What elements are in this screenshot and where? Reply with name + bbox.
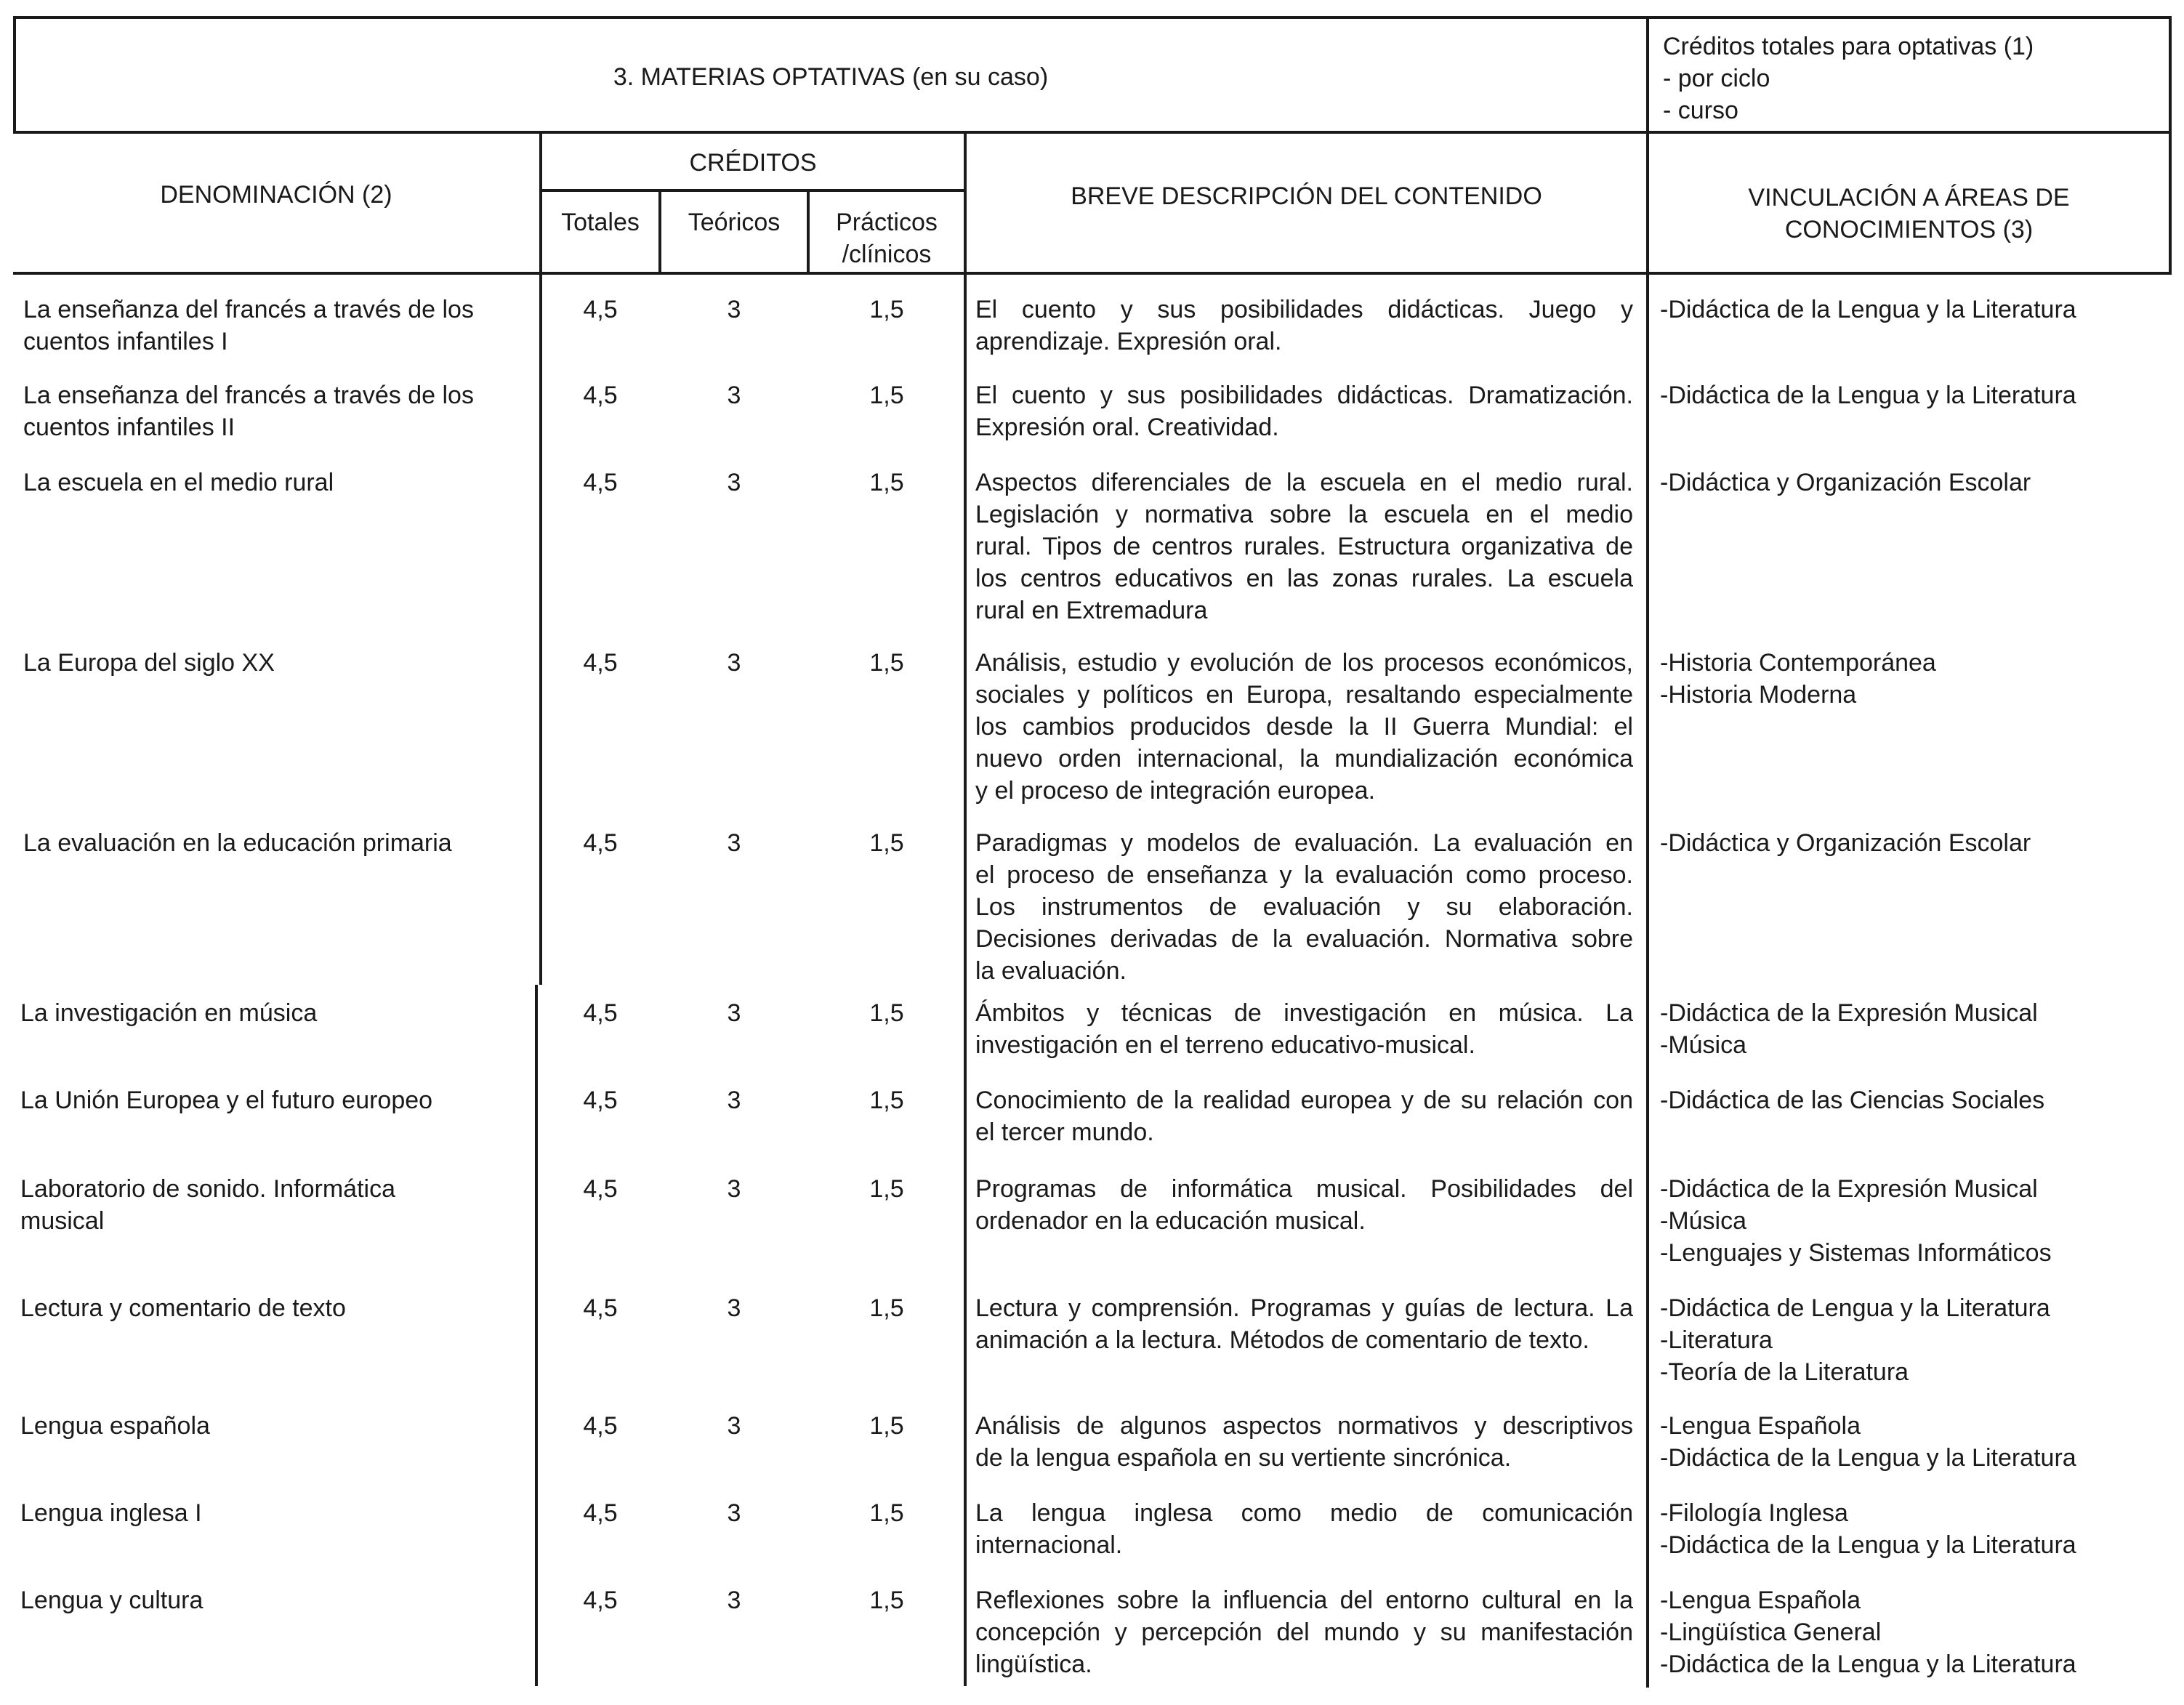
row-vinculacion-line: -Didáctica de la Lengua y la Literatura — [1660, 1444, 2076, 1472]
row-teoricos: 3 — [727, 1499, 741, 1527]
row-denominacion — [23, 379, 532, 443]
row-vinculacion — [1660, 1084, 2161, 1116]
row-descripcion — [975, 1292, 1633, 1356]
credits-note-line: Créditos totales para optativas (1) — [1663, 33, 2034, 60]
row-totales: 4,5 — [583, 382, 618, 409]
row-practicos: 1,5 — [869, 1587, 904, 1614]
row-descripcion-line: Legislación y normativa sobre la escuela en el medio — [975, 501, 1633, 528]
row-descripcion-line: rural en Extremadura — [975, 597, 1208, 624]
row-descripcion-line: Ámbitos y técnicas de investigación en música. La — [975, 999, 1633, 1027]
row-descripcion-line: aprendizaje. Expresión oral. — [975, 328, 1282, 355]
row-vinculacion-line: -Lingüística General — [1660, 1619, 1882, 1646]
row-descripcion-line: Decisiones derivadas de la evaluación. Normativa sobre — [975, 925, 1633, 953]
row-totales: 4,5 — [583, 296, 618, 323]
row-denominacion — [23, 827, 532, 859]
row-descripcion — [975, 294, 1633, 358]
row-descripcion — [975, 1584, 1633, 1680]
row-descripcion — [975, 647, 1633, 807]
row-practicos: 1,5 — [869, 999, 904, 1027]
row-denominacion-line: La investigación en música — [20, 999, 318, 1027]
row-descripcion — [975, 997, 1633, 1061]
row-totales: 4,5 — [583, 1087, 618, 1114]
row-denominacion — [20, 1584, 529, 1616]
row-vinculacion — [1660, 467, 2161, 499]
row-practicos: 1,5 — [869, 382, 904, 409]
row-denominacion-line: La enseñanza del francés a través de los — [23, 382, 474, 409]
row-vinculacion — [1660, 1292, 2161, 1388]
row-vinculacion-line: -Didáctica y Organización Escolar — [1660, 829, 2031, 857]
row-denominacion-line: Lengua inglesa I — [20, 1499, 202, 1527]
row-denominacion-line: La enseñanza del francés a través de los — [23, 296, 474, 323]
row-descripcion-line: la evaluación. — [975, 957, 1127, 985]
row-totales: 4,5 — [583, 999, 618, 1027]
row-teoricos: 3 — [727, 1412, 741, 1440]
row-descripcion-line: Aspectos diferenciales de la escuela en el medio rural. — [975, 469, 1633, 496]
row-denominacion — [23, 647, 532, 679]
row-descripcion-line: Los instrumentos de evaluación y su elaboración. — [975, 893, 1633, 921]
row-practicos: 1,5 — [869, 1294, 904, 1322]
row-denominacion — [23, 294, 532, 358]
row-totales: 4,5 — [583, 1294, 618, 1322]
row-descripcion-line: internacional. — [975, 1531, 1123, 1559]
rule-header-bottom — [13, 131, 2172, 134]
row-descripcion-line: nuevo orden internacional, la mundialización económica — [975, 745, 1633, 773]
row-totales: 4,5 — [583, 469, 618, 496]
row-vinculacion-line: -Didáctica de la Expresión Musical — [1660, 1175, 2038, 1203]
row-descripcion — [975, 1173, 1633, 1237]
row-denominacion-line: La evaluación en la educación primaria — [23, 829, 452, 857]
row-descripcion-line: Análisis de algunos aspectos normativos y descriptivos — [975, 1412, 1633, 1440]
row-vinculacion — [1660, 997, 2161, 1061]
row-vinculacion — [1660, 379, 2161, 411]
row-totales: 4,5 — [583, 829, 618, 857]
row-practicos: 1,5 — [869, 296, 904, 323]
row-vinculacion-line: -Historia Contemporánea — [1660, 649, 1936, 677]
row-vinculacion-line: -Literatura — [1660, 1326, 1773, 1354]
rule-creditos-sub — [539, 189, 965, 192]
row-denominacion-line: Lectura y comentario de texto — [20, 1294, 346, 1322]
row-denominacion — [20, 997, 529, 1029]
row-descripcion-line: El cuento y sus posibilidades didácticas. Juego y — [975, 296, 1633, 323]
row-teoricos: 3 — [727, 1587, 741, 1614]
row-descripcion-line: Análisis, estudio y evolución de los procesos económicos, — [975, 649, 1633, 677]
col-teoricos: Teóricos — [688, 209, 781, 236]
row-vinculacion-line: -Lenguajes y Sistemas Informáticos — [1660, 1239, 2052, 1267]
row-teoricos: 3 — [727, 1087, 741, 1114]
col-denominacion: DENOMINACIÓN (2) — [160, 181, 392, 209]
row-descripcion-line: Expresión oral. Creatividad. — [975, 414, 1279, 441]
row-descripcion-line: los cambios producidos desde la II Guerra Mundial: el — [975, 713, 1633, 741]
credits-note — [1663, 31, 2164, 126]
col-practicos — [810, 206, 964, 270]
row-descripcion — [975, 827, 1633, 987]
row-descripcion-line: Programas de informática musical. Posibilidades del — [975, 1175, 1633, 1203]
row-descripcion — [975, 1084, 1633, 1148]
rule-before-vinc-top — [1646, 16, 1649, 1688]
row-descripcion — [975, 467, 1633, 626]
row-descripcion-line: y el proceso de integración europea. — [975, 777, 1376, 805]
row-denominacion-line: cuentos infantiles I — [23, 328, 228, 355]
row-denominacion-line: cuentos infantiles II — [23, 414, 235, 441]
row-practicos: 1,5 — [869, 1087, 904, 1114]
row-practicos: 1,5 — [869, 1412, 904, 1440]
row-descripcion-line: Lectura y comprensión. Programas y guías de lectura. La — [975, 1294, 1633, 1322]
row-descripcion-line: animación a la lectura. Métodos de comentario de texto. — [975, 1326, 1589, 1354]
row-totales: 4,5 — [583, 1587, 618, 1614]
row-denominacion-line: La Europa del siglo XX — [23, 649, 275, 677]
row-descripcion-line: el tercer mundo. — [975, 1118, 1154, 1146]
row-vinculacion — [1660, 1173, 2161, 1269]
row-descripcion-line: El cuento y sus posibilidades didácticas. Dramatización. — [975, 382, 1633, 409]
row-denominacion-line: La escuela en el medio rural — [23, 469, 334, 496]
col-practicos-line: /clínicos — [842, 241, 932, 268]
row-denominacion — [20, 1173, 529, 1237]
row-denominacion — [23, 467, 532, 499]
row-totales: 4,5 — [583, 1175, 618, 1203]
row-denominacion-line: La Unión Europea y el futuro europeo — [20, 1087, 433, 1114]
row-vinculacion-line: -Didáctica de la Lengua y la Literatura — [1660, 382, 2076, 409]
credits-note-line: - por ciclo — [1663, 65, 1770, 92]
row-teoricos: 3 — [727, 649, 741, 677]
row-teoricos: 3 — [727, 999, 741, 1027]
rule-after-creditos — [964, 131, 967, 1686]
col-practicos-line: Prácticos — [836, 209, 938, 236]
rule-colheads-bottom — [13, 272, 2172, 275]
row-practicos: 1,5 — [869, 469, 904, 496]
row-teoricos: 3 — [727, 382, 741, 409]
row-descripcion-line: rural. Tipos de centros rurales. Estructura organizativa de — [975, 533, 1633, 560]
row-denominacion-line: Lengua española — [20, 1412, 210, 1440]
credits-note-line: - curso — [1663, 97, 1738, 124]
col-descripcion: BREVE DESCRIPCIÓN DEL CONTENIDO — [1071, 182, 1542, 210]
row-descripcion-line: concepción y percepción del mundo y su manifestación — [975, 1619, 1633, 1646]
row-totales: 4,5 — [583, 1412, 618, 1440]
row-descripcion-line: los centros educativos en las zonas rurales. La escuela — [975, 565, 1633, 592]
row-vinculacion-line: -Didáctica de Lengua y la Literatura — [1660, 1294, 2050, 1322]
row-denominacion-line: Lengua y cultura — [20, 1587, 204, 1614]
row-vinculacion-line: -Música — [1660, 1207, 1747, 1235]
col-vinculacion — [1649, 182, 2169, 246]
row-teoricos: 3 — [727, 829, 741, 857]
row-vinculacion-line: -Música — [1660, 1031, 1747, 1059]
row-vinculacion — [1660, 1497, 2161, 1561]
row-descripcion-line: de la lengua española en su vertiente sincrónica. — [975, 1444, 1512, 1472]
row-vinculacion-line: -Didáctica y Organización Escolar — [1660, 469, 2031, 496]
row-vinculacion — [1660, 827, 2161, 859]
row-descripcion-line: el proceso de enseñanza y la evaluación como proceso. — [975, 861, 1633, 889]
row-descripcion-line: Paradigmas y modelos de evaluación. La evaluación en — [975, 829, 1633, 857]
row-descripcion-line: Conocimiento de la realidad europea y de su relación con — [975, 1087, 1633, 1114]
col-vinculacion-line: VINCULACIÓN A ÁREAS DE — [1748, 184, 2070, 211]
row-vinculacion-line: -Historia Moderna — [1660, 681, 1857, 709]
row-teoricos: 3 — [727, 1294, 741, 1322]
rule-top — [13, 16, 2172, 19]
row-descripcion-line: Reflexiones sobre la influencia del entorno cultural en la — [975, 1587, 1633, 1614]
row-vinculacion-line: -Didáctica de la Expresión Musical — [1660, 999, 2038, 1027]
col-creditos: CRÉDITOS — [689, 149, 817, 177]
rule-after-denominacion-low — [535, 985, 538, 1686]
row-vinculacion — [1660, 294, 2161, 326]
row-teoricos: 3 — [727, 296, 741, 323]
row-teoricos: 3 — [727, 1175, 741, 1203]
row-vinculacion — [1660, 647, 2161, 711]
row-vinculacion-line: -Filología Inglesa — [1660, 1499, 1848, 1527]
row-vinculacion-line: -Teoría de la Literatura — [1660, 1358, 1909, 1386]
row-totales: 4,5 — [583, 649, 618, 677]
section-title: 3. MATERIAS OPTATIVAS (en su caso) — [613, 63, 1049, 91]
row-vinculacion-line: -Didáctica de las Ciencias Sociales — [1660, 1087, 2045, 1114]
row-practicos: 1,5 — [869, 649, 904, 677]
rule-right — [2169, 16, 2172, 275]
row-denominacion — [20, 1084, 529, 1116]
row-vinculacion — [1660, 1584, 2161, 1680]
row-totales: 4,5 — [583, 1499, 618, 1527]
row-practicos: 1,5 — [869, 1175, 904, 1203]
row-practicos: 1,5 — [869, 829, 904, 857]
row-vinculacion-line: -Lengua Española — [1660, 1412, 1861, 1440]
row-vinculacion-line: -Didáctica de la Lengua y la Literatura — [1660, 1531, 2076, 1559]
row-descripcion-line: sociales y políticos en Europa, resaltando especialmente — [975, 681, 1633, 709]
row-denominacion-line: musical — [20, 1207, 105, 1235]
row-descripcion-line: ordenador en la educación musical. — [975, 1207, 1366, 1235]
col-vinculacion-line: CONOCIMIENTOS (3) — [1784, 216, 2034, 243]
row-practicos: 1,5 — [869, 1499, 904, 1527]
row-denominacion — [20, 1497, 529, 1529]
row-descripcion-line: investigación en el terreno educativo-musical. — [975, 1031, 1475, 1059]
row-descripcion — [975, 1497, 1633, 1561]
row-vinculacion — [1660, 1410, 2161, 1474]
row-vinculacion-line: -Didáctica de la Lengua y la Literatura — [1660, 1650, 2076, 1678]
row-denominacion — [20, 1410, 529, 1442]
row-descripcion-line: La lengua inglesa como medio de comunicación — [975, 1499, 1633, 1527]
col-totales: Totales — [561, 209, 640, 236]
row-vinculacion-line: -Didáctica de la Lengua y la Literatura — [1660, 296, 2076, 323]
row-vinculacion-line: -Lengua Española — [1660, 1587, 1861, 1614]
row-descripcion-line: lingüística. — [975, 1650, 1092, 1678]
row-teoricos: 3 — [727, 469, 741, 496]
row-denominacion — [20, 1292, 529, 1324]
row-descripcion — [975, 1410, 1633, 1474]
row-descripcion — [975, 379, 1633, 443]
row-denominacion-line: Laboratorio de sonido. Informática — [20, 1175, 395, 1203]
